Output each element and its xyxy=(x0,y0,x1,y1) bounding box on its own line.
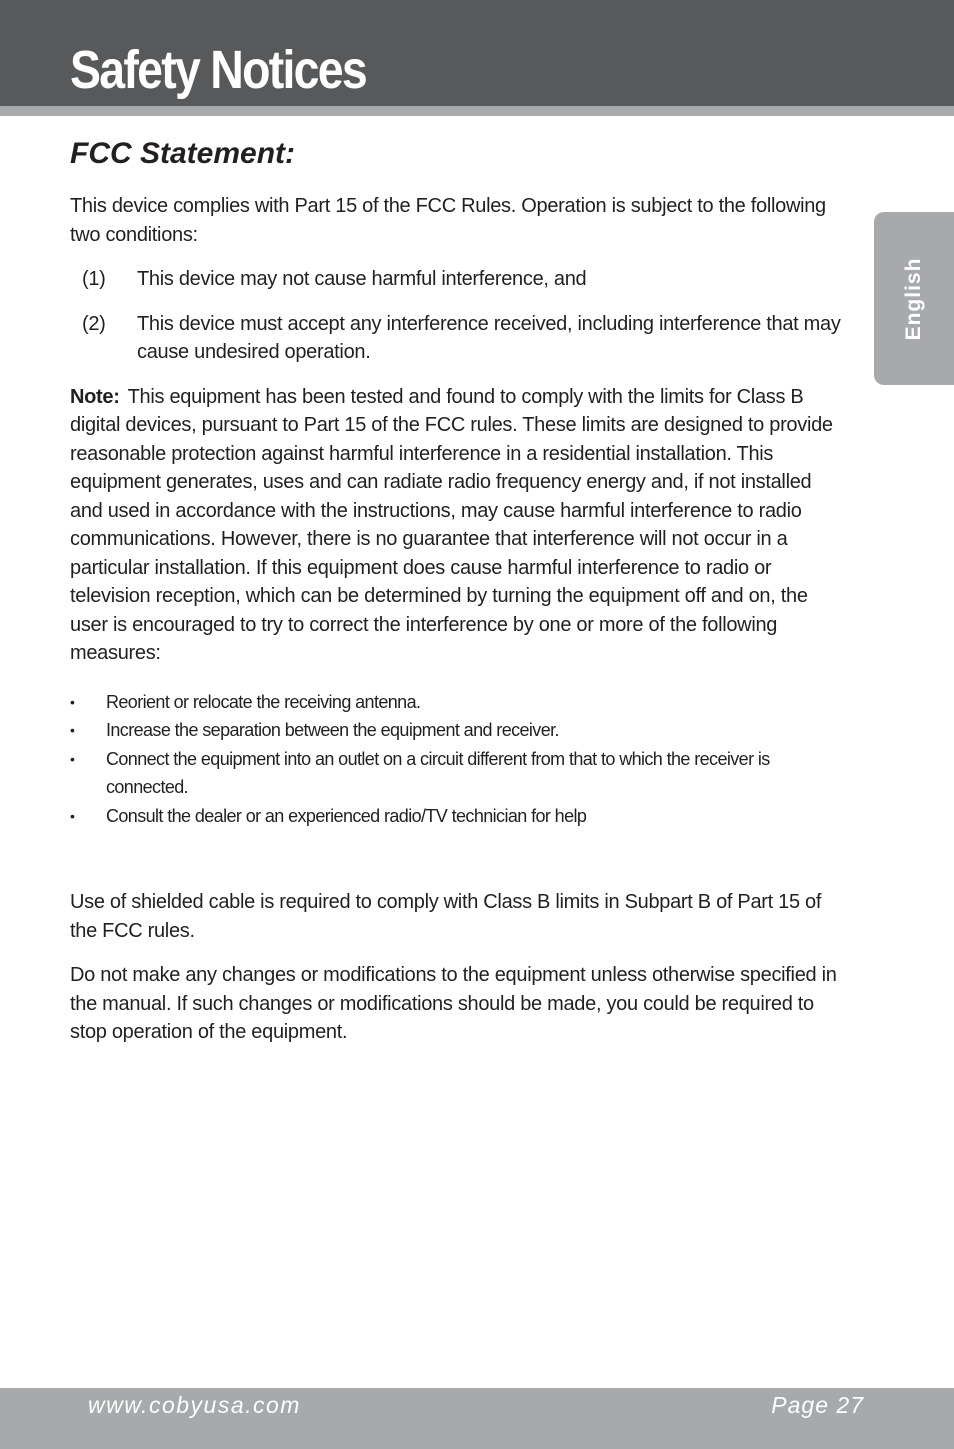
bullet-icon: • xyxy=(70,722,75,738)
measure-item xyxy=(70,716,848,745)
conditions-list xyxy=(70,265,848,367)
header-bar xyxy=(0,0,954,106)
note-label: Note: xyxy=(70,385,120,408)
measure-text: Reorient or relocate the receiving antenna. xyxy=(106,691,421,712)
language-tab-label: English xyxy=(902,257,925,340)
condition-text: This device must accept any interference received, including interference that may cause undesired operation. xyxy=(137,312,841,363)
condition-text: This device may not cause harmful interference, and xyxy=(137,268,587,290)
condition-marker: (2) xyxy=(82,312,106,335)
condition-marker: (1) xyxy=(82,268,106,290)
condition-item xyxy=(70,310,848,367)
header-rule xyxy=(0,106,954,116)
measure-item xyxy=(70,745,848,802)
measure-item xyxy=(70,802,848,831)
measure-text: Connect the equipment into an outlet on a circuit different from that to which the receiver is connected. xyxy=(106,748,770,797)
note-text: This equipment has been tested and found to comply with the limits for Class B digital devices, pursuant to Part 15 of the FCC rules. These limits are designed to provide reasonable protection against harmful interference in a residential installation. This equipment generates, uses and can radiate radio frequency energy and, if not installed and used in accordance with the instructions, may cause harmful interference to radio communications. However, there is no guarantee that interference will not occur in a particular installation. If this equipment does cause harmful interference to radio or television reception, which can be determined by turning the equipment off and on, the user is encouraged to try to correct the interference by one or more of the following measures: xyxy=(70,385,833,664)
language-tab xyxy=(874,212,954,385)
measure-item xyxy=(70,688,848,717)
measure-text: Consult the dealer or an experienced radio/TV technician for help xyxy=(106,805,587,826)
footer-url: www.cobyusa.com xyxy=(88,1392,301,1418)
bullet-icon: • xyxy=(70,807,75,824)
modifications-paragraph: Do not make any changes or modifications to the equipment unless otherwise specified in the manual. If such changes or modifications should be made, you could be required to stop operation of the equipment. xyxy=(70,964,837,1043)
measure-text: Increase the separation between the equipment and receiver. xyxy=(106,720,559,740)
main-content xyxy=(70,132,848,1063)
page-title: Safety Notices xyxy=(70,40,366,100)
note-paragraph xyxy=(70,383,848,668)
measures-list xyxy=(70,688,848,831)
bullet-icon: • xyxy=(70,693,75,710)
page-number: Page 27 xyxy=(771,1392,864,1418)
footer-bar xyxy=(0,1388,954,1449)
bullet-icon: • xyxy=(70,750,75,767)
condition-item xyxy=(70,265,848,294)
intro-paragraph: This device complies with Part 15 of the FCC Rules. Operation is subject to the following two conditions: xyxy=(70,195,826,246)
section-title: FCC Statement: xyxy=(70,137,296,170)
shielded-cable-paragraph: Use of shielded cable is required to comply with Class B limits in Subpart B of Part 15 of the FCC rules. xyxy=(70,891,822,942)
